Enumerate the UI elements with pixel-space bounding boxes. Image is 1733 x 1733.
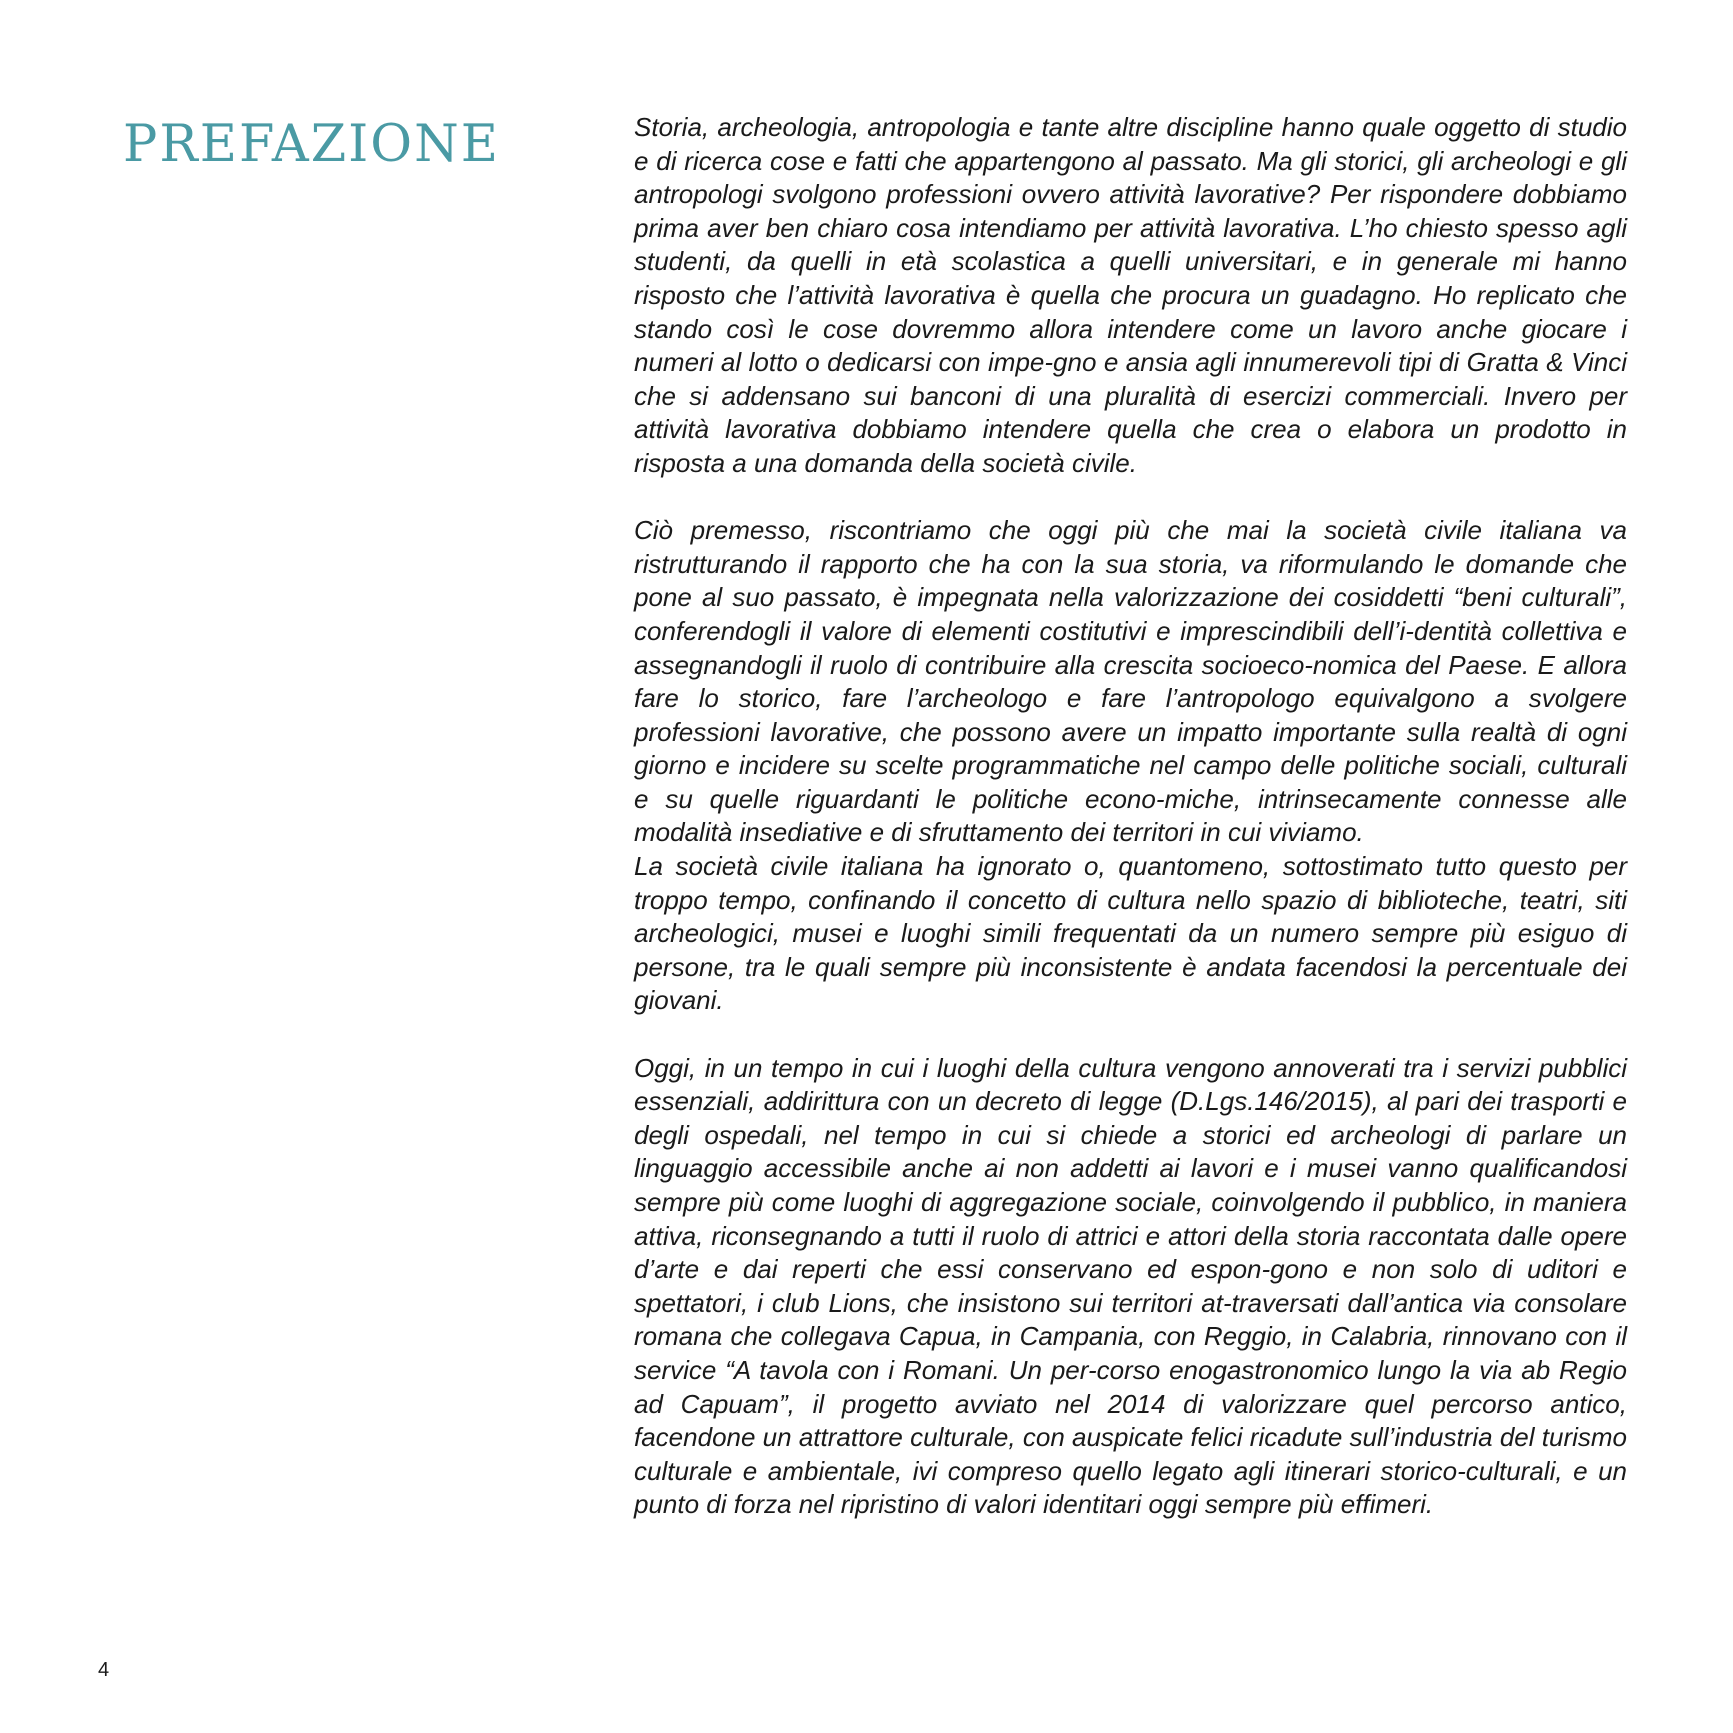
paragraph-3: La società civile italiana ha ignorato o, quantomeno, sottostimato tutto questo per troppo tempo, confinando il concetto di cultura nello spazio di biblioteche, teatri, siti archeologici, musei e luoghi simili frequentati da un numero sempre più esiguo di persone, tra le quali sempre più inconsistente è andata facendosi la percentuale dei giovani. xyxy=(634,851,1627,1016)
body-text xyxy=(634,111,1627,1522)
paragraph-4: Oggi, in un tempo in cui i luoghi della cultura vengono annoverati tra i servizi pubblici essenziali, addirittura con un decreto di legge (D.Lgs.146/2015), al pari dei trasporti e degli ospedali, nel tempo in cui si chiede a storici ed archeologi di parlare un linguaggio accessibile anche ai non addetti ai lavori e i musei vanno qualificandosi sempre più come luoghi di aggregazione sociale, coinvolgendo il pubblico, in maniera attiva, riconsegnando a tutti il ruolo di attrici e attori della storia raccontata dalle opere d’arte e dai reperti che essi conservano ed espon-gono e non solo di uditori e spettatori, i club Lions, che insistono sui territori at-traversati dall’antica via consolare romana che collegava Capua, in Campania, con Reggio, in Calabria, rinnovano con il service “A tavola con i Romani. Un per-corso enogastronomico lungo la via ab Regio ad Capuam”, il progetto avviato nel 2014 di valorizzare quel percorso antico, facendone un attrattore culturale, con auspicate felici ricadute sull’industria del turismo culturale e ambientale, ivi compreso quello legato agli itinerari storico-culturali, e un punto di forza nel ripristino di valori identitari oggi sempre più effimeri. xyxy=(634,1052,1627,1520)
page-title: PREFAZIONE xyxy=(123,115,500,174)
page-number: 4 xyxy=(98,1659,110,1681)
paragraph-2: Ciò premesso, riscontriamo che oggi più che mai la società civile italiana va ristrutturando il rapporto che ha con la sua storia, va riformulando le domande che pone al suo passato, è impegnata nella valorizzazione dei cosiddetti “beni culturali”, conferendogli il valore di elementi costitutivi e imprescindibili dell’i-dentità collettiva e assegnandogli il ruolo di contribuire alla crescita socioeco-nomica del Paese. E allora fare lo storico, fare l’archeologo e fare l’antropologo equivalgono a svolgere professioni lavorative, che possono avere un impatto importante sulla realtà di ogni giorno e incidere su scelte programmatiche nel campo delle politiche sociali, culturali e su quelle riguardanti le politiche econo-miche, intrinsecamente connesse alle modalità insediative e di sfruttamento dei territori in cui viviamo. xyxy=(634,515,1627,848)
paragraph-1: Storia, archeologia, antropologia e tante altre discipline hanno quale oggetto di studio e di ricerca cose e fatti che appartengono al passato. Ma gli storici, gli archeologi e gli antropologi svolgono professioni ovvero attività lavorative? Per rispondere dobbiamo prima aver ben chiaro cosa intendiamo per attività lavorativa. L’ho chiesto spesso agli studenti, da quelli in età scolastica a quelli universitari, e in generale mi hanno risposto che l’attività lavorativa è quella che procura un guadagno. Ho replicato che stando così le cose dovremmo allora intendere come un lavoro anche giocare i numeri al lotto o dedicarsi con impe-gno e ansia agli innumerevoli tipi di Gratta & Vinci che si addensano sui banconi di una pluralità di esercizi commerciali. Invero per attività lavorativa dobbiamo intendere quella che crea o elabora un prodotto in risposta a una domanda della società civile. xyxy=(634,112,1627,478)
